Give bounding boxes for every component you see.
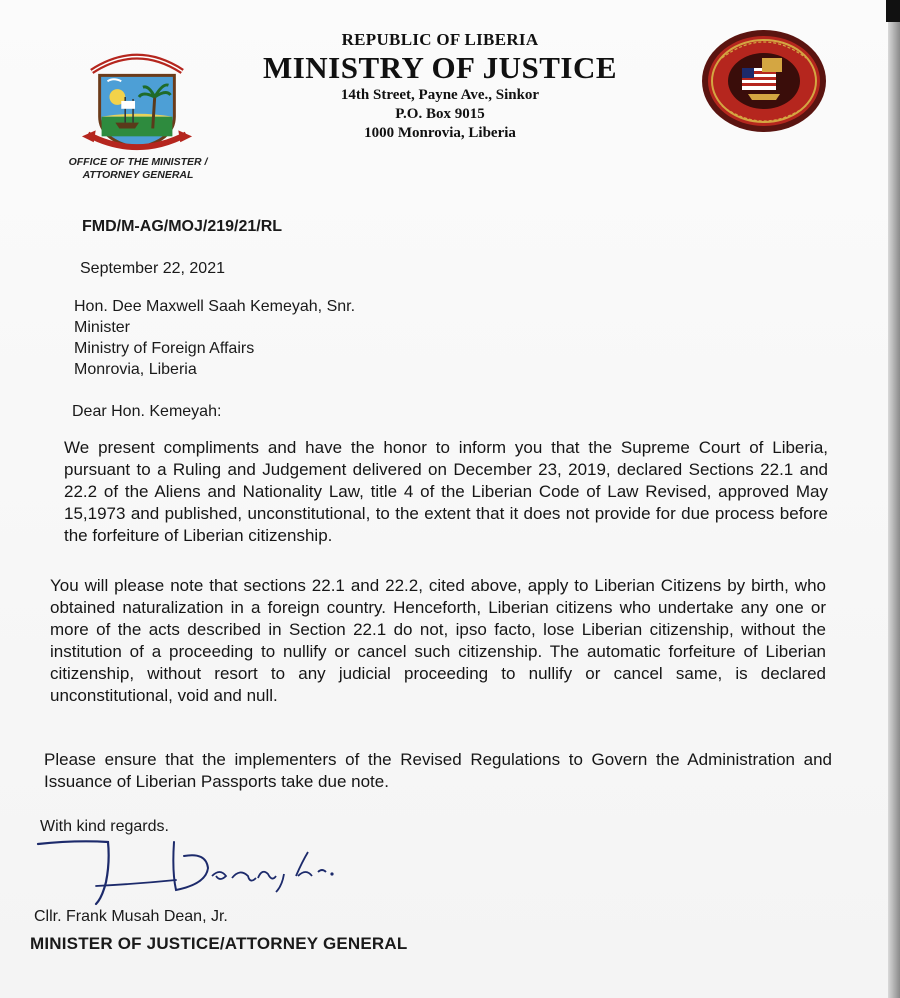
page-corner <box>886 0 900 22</box>
liberia-coat-of-arms-icon <box>78 38 196 156</box>
signer-name: Cllr. Frank Musah Dean, Jr. <box>34 908 228 925</box>
salutation: Dear Hon. Kemeyah: <box>72 403 222 420</box>
handwritten-signature <box>36 832 346 912</box>
addressee-line: Hon. Dee Maxwell Saah Kemeyah, Snr. <box>74 298 356 315</box>
letter-date: September 22, 2021 <box>80 260 225 277</box>
addressee-line: Minister <box>74 319 131 336</box>
body-paragraph: We present compliments and have the honor to inform you that the Supreme Court of Liberia, pursuant to a Ruling and Judgement delivered on December 23, 2019, declared Sections 22.1 and 22.2 of the Aliens and Nationality Law, title 4 of the Liberian Code of Law Revised, approved May 15,1973 and published, unconstitutional, to the extent that it does not provide for due process before the forfeiture of Liberian citizenship. <box>64 438 828 545</box>
office-line: ATTORNEY GENERAL <box>82 169 194 181</box>
reference-number: FMD/M-AG/MOJ/219/21/RL <box>82 218 283 235</box>
letterhead-address-line: P.O. Box 9015 <box>395 106 485 122</box>
body-paragraph: Please ensure that the implementers of the Revised Regulations to Govern the Administration and Issuance of Liberian Passports take due note. <box>44 750 832 791</box>
addressee-line: Monrovia, Liberia <box>74 361 197 378</box>
letterhead-address-line: 1000 Monrovia, Liberia <box>364 125 516 141</box>
letterhead-ministry: MINISTRY OF JUSTICE <box>262 50 618 85</box>
letterhead-address-line: 14th Street, Payne Ave., Sinkor <box>340 87 540 103</box>
signer-title: MINISTER OF JUSTICE/ATTORNEY GENERAL <box>30 934 408 953</box>
letterhead <box>210 30 670 143</box>
letterhead-republic: REPUBLIC OF LIBERIA <box>341 30 539 49</box>
page-edge <box>888 0 900 998</box>
addressee-line: Ministry of Foreign Affairs <box>74 340 255 357</box>
office-line: OFFICE OF THE MINISTER / <box>68 156 208 168</box>
addressee-block <box>74 296 355 380</box>
ministry-of-justice-seal-icon <box>700 28 828 134</box>
office-label <box>58 156 218 182</box>
body-paragraph: You will please note that sections 22.1 and 22.2, cited above, apply to Liberian Citizens by birth, who obtained naturalization in a foreign country. Henceforth, Liberian citizens who undertake any one or more of the acts described in Section 22.1 do not, ipso facto, lose Liberian citizenship, without the institution of a proceeding to nullify or cancel such citizenship. The automatic forfeiture of Liberian citizenship, without resort to any judicial proceeding to nullify or cancel same, is declared unconstitutional, void and null. <box>50 576 826 705</box>
closing: With kind regards. <box>40 818 169 835</box>
